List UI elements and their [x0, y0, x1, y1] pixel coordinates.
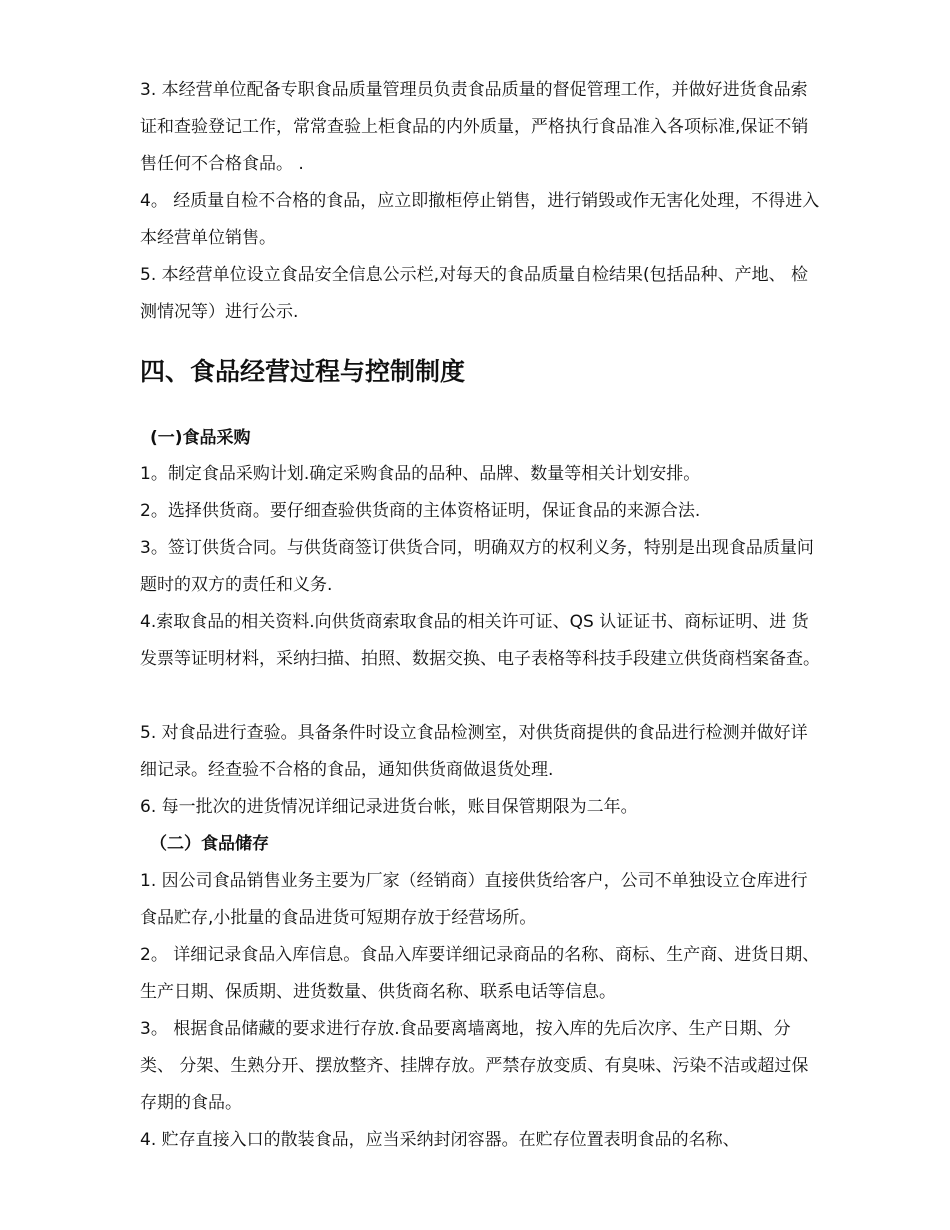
- purchase-item: 6. 每一批次的进货情况详细记录进货台帐，账目保管期限为二年。: [140, 797, 638, 817]
- storage-heading: （二）食品储存: [150, 834, 269, 854]
- purchase-item: 1。制定食品采购计划.确定采购食品的品种、品牌、数量等相关计划安排。: [140, 464, 701, 484]
- storage-item: 4. 贮存直接入口的散装食品，应当采纳封闭容器。在贮存位置表明食品的名称、: [140, 1130, 740, 1150]
- paragraph-quality-manager: 3. 本经营单位配备专职食品质量管理员负责食品质量的督促管理工作，并做好进货食品索 证和查验登记工作，常常查验上柜食品的内外质量，严格执行食品准入各项标准,保证不销售任何不合格食品。 .: [140, 80, 809, 174]
- storage-item: 2。 详细记录食品入库信息。食品入库要详细记录商品的名称、商标、生产商、进货日期、 生产日期、保质期、进货数量、供货商名称、联系电话等信息。: [140, 945, 820, 1002]
- paragraph-info-board: 5. 本经营单位设立食品安全信息公示栏,对每天的食品质量自检结果(包括品种、产地、 检测情况等）进行公示.: [140, 265, 809, 322]
- purchase-item: 5. 对食品进行查验。具备条件时设立食品检测室，对供货商提供的食品进行检测并做好详 细记录。经查验不合格的食品，通知供货商做退货处理.: [140, 723, 808, 780]
- purchase-heading: (一)食品采购: [150, 428, 251, 448]
- storage-item: 1. 因公司食品销售业务主要为厂家（经销商）直接供货给客户，公司不单独设立仓库进行 食品贮存,小批量的食品进货可短期存放于经营场所。: [140, 871, 808, 928]
- purchase-item: 4.索取食品的相关资料.向供货商索取食品的相关许可证、QS 认证证书、商标证明、进 货发票等证明材料，采纳扫描、拍照、数据交换、电子表格等科技手段建立供货商档案备查。: [140, 612, 820, 669]
- section-heading: 四、食品经营过程与控制制度: [140, 357, 466, 386]
- purchase-item: 2。选择供货商。要仔细查验供货商的主体资格证明，保证食品的来源合法.: [140, 501, 701, 521]
- paragraph-unqualified-removal: 4。 经质量自检不合格的食品，应立即撤柜停止销售，进行销毁或作无害化处理，不得进入 本经营单位销售。: [140, 191, 820, 248]
- storage-item: 3。 根据食品储藏的要求进行存放.食品要离墙离地，按入库的先后次序、生产日期、分类、 分架、生熟分开、摆放整齐、挂牌存放。严禁存放变质、有臭味、污染不洁或超过保存期的食品。: [140, 1019, 809, 1113]
- purchase-item: 3。签订供货合同。与供货商签订供货合同，明确双方的权利义务，特别是出现食品质量问题时的双方的责任和义务.: [140, 538, 814, 595]
